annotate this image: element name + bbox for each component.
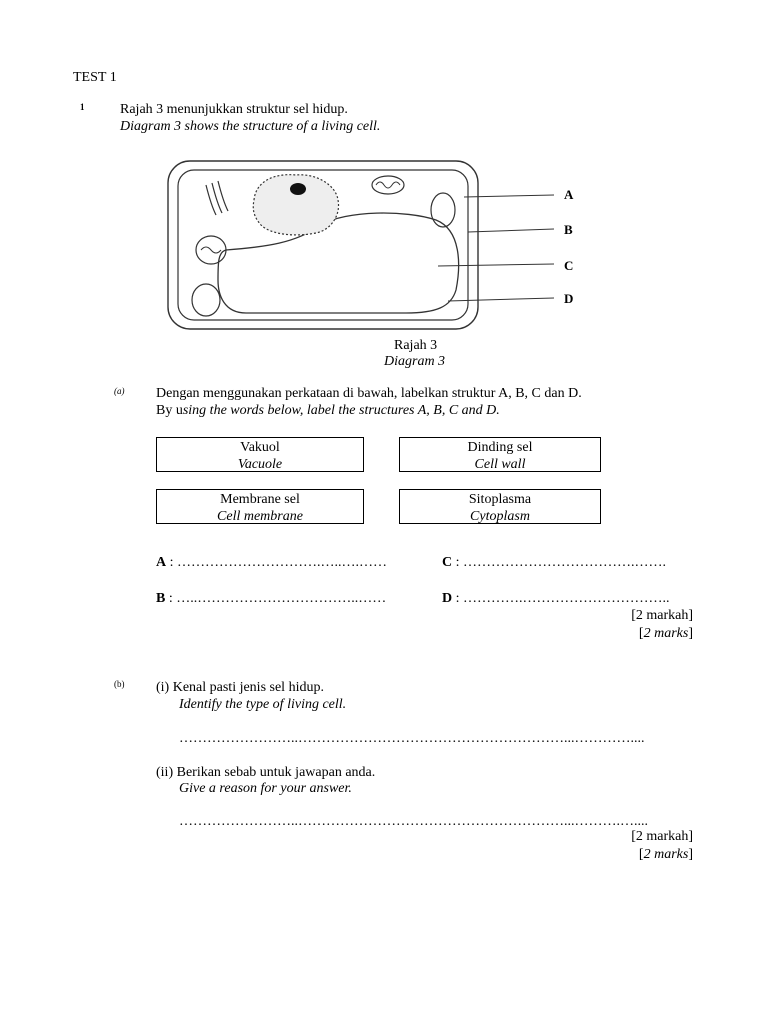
word-box-english: Vacuole xyxy=(237,457,283,472)
answer-line-b[interactable] xyxy=(156,591,386,607)
part-a-instruction-english-prefix: By u xyxy=(156,403,183,418)
label-b: B xyxy=(564,222,573,237)
answer-letter: B xyxy=(156,591,166,606)
word-box-english: Cell membrane xyxy=(217,509,303,524)
part-a-marks-english-text: 2 marks xyxy=(643,626,689,641)
diagram-caption-malay: Rajah 3 xyxy=(394,338,438,353)
question-stem-malay: Rajah 3 menunjukkan struktur sel hidup. xyxy=(120,102,348,117)
answer-dots: : ………….………………………….. xyxy=(455,591,670,606)
part-b-answer-line-2[interactable]: ……………………..…………………………………………………...……….….... xyxy=(179,814,648,829)
part-a-marker: (a) xyxy=(114,386,125,396)
label-d: D xyxy=(564,291,574,306)
label-c: C xyxy=(564,258,574,273)
answer-line-d[interactable] xyxy=(442,591,670,607)
part-b-q1-malay: (i) Kenal pasti jenis sel hidup. xyxy=(156,680,324,695)
part-a-marks-malay: [2 markah] xyxy=(631,608,693,623)
part-a-marks-english: [2 marks] xyxy=(638,626,693,641)
part-a-instruction-english-rest: sing the words below, label the structures A, B, C and D. xyxy=(182,403,500,418)
label-a: A xyxy=(564,187,574,202)
part-b-answer-line-1[interactable]: ……………………..…………………………………………………...………….... xyxy=(179,731,645,746)
answer-dots: : ………………………….…..….…… xyxy=(169,555,388,570)
word-box-vacuole xyxy=(156,437,364,472)
word-box-malay: Sitoplasma xyxy=(468,492,532,507)
part-b-marks-english: [2 marks] xyxy=(638,847,693,862)
vacuole xyxy=(218,213,459,313)
question-stem-english: Diagram 3 shows the structure of a living cell. xyxy=(120,119,381,134)
word-box-malay: Dinding sel xyxy=(467,440,533,455)
nucleolus xyxy=(290,183,306,195)
word-box-malay: Membrane sel xyxy=(220,492,300,507)
answer-letter: C xyxy=(442,555,453,570)
question-number: 1 xyxy=(80,102,85,112)
part-a-instruction-english xyxy=(156,403,500,419)
answer-line-c[interactable] xyxy=(442,555,666,571)
part-b-marks-english-text: 2 marks xyxy=(643,847,689,862)
word-box-english: Cytoplasm xyxy=(470,509,530,524)
test-title: TEST 1 xyxy=(73,70,117,85)
answer-letter: D xyxy=(442,591,453,606)
word-box-cell-membrane xyxy=(156,489,364,524)
part-a-instruction-malay: Dengan menggunakan perkataan di bawah, labelkan struktur A, B, C dan D. xyxy=(156,386,582,401)
plant-cell-diagram xyxy=(146,155,596,337)
part-b-q1-english: Identify the type of living cell. xyxy=(179,697,347,712)
diagram-caption-english: Diagram 3 xyxy=(384,354,446,369)
answer-dots: : ……………………………….……. xyxy=(455,555,667,570)
word-box-cytoplasm xyxy=(399,489,601,524)
word-box-english: Cell wall xyxy=(474,457,526,472)
word-box-malay: Vakuol xyxy=(240,440,280,455)
part-b-marker: (b) xyxy=(114,679,125,689)
part-b-q2-english: Give a reason for your answer. xyxy=(179,781,352,796)
part-b-q2-malay: (ii) Berikan sebab untuk jawapan anda. xyxy=(156,765,376,780)
answer-letter: A xyxy=(156,555,167,570)
answer-dots: : …..……………………………..…… xyxy=(168,591,387,606)
answer-line-a[interactable] xyxy=(156,555,387,571)
part-b-marks-malay: [2 markah] xyxy=(631,829,693,844)
word-box-cell-wall xyxy=(399,437,601,472)
